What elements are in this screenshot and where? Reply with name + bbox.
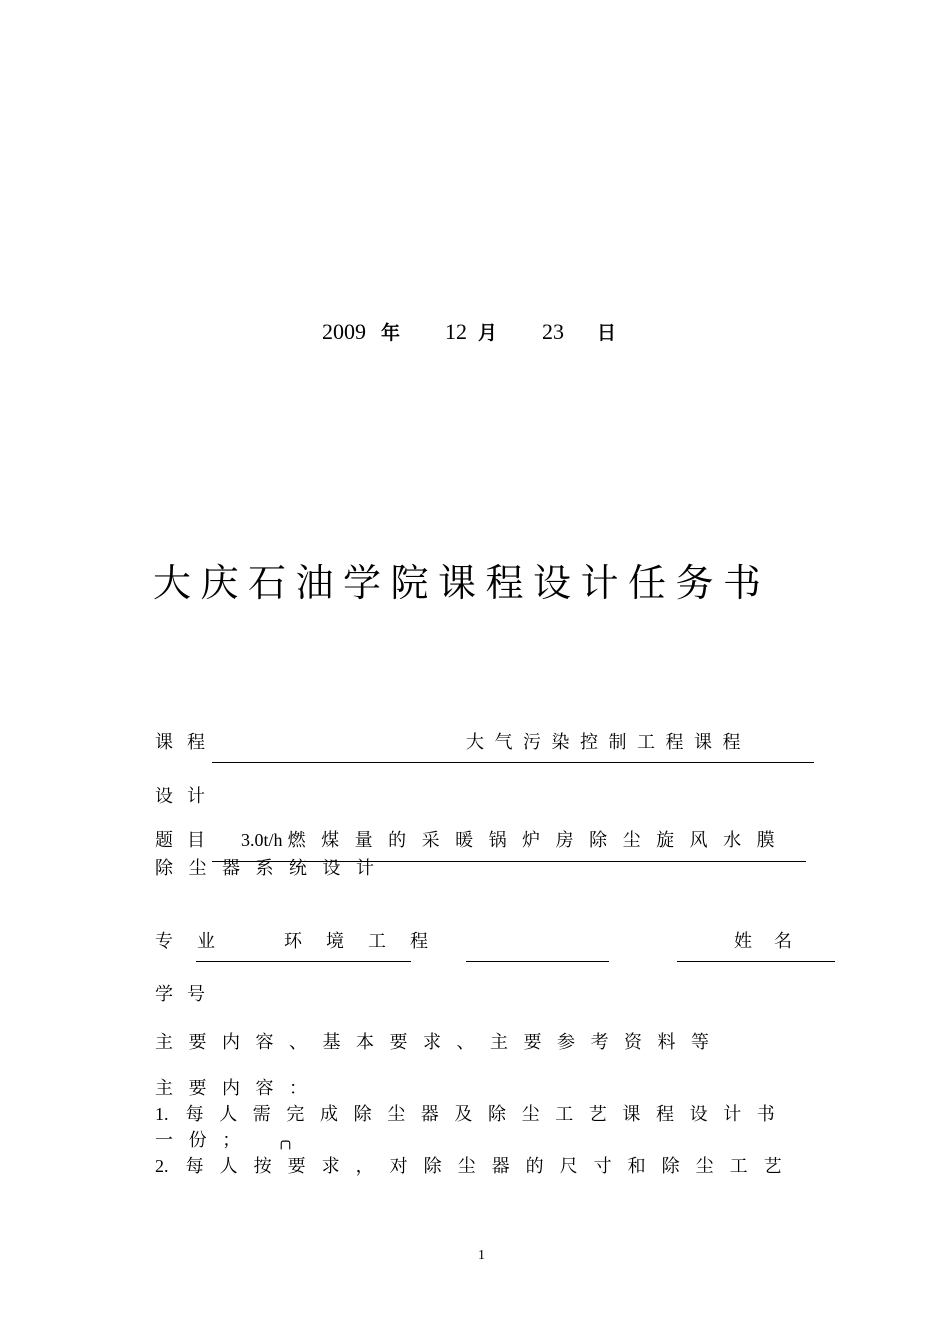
blank-underline [466, 961, 609, 962]
student-id-label: 学号 [155, 984, 219, 1005]
course-value: 大气污染控制工程课程 [466, 732, 751, 753]
date-day-unit: 日 [597, 322, 617, 344]
course-value-cont: 设计 [155, 786, 219, 807]
date-line [322, 318, 616, 345]
corner-mark-icon: ╭╮ [277, 1134, 294, 1150]
major-value: 环境工程 [284, 931, 452, 952]
page-number: 1 [478, 1248, 485, 1263]
content-heading: 主要内容、基本要求、主要参考资料等 [155, 1032, 725, 1053]
major-underline [196, 961, 411, 962]
name-label: 姓名 [734, 931, 814, 952]
major-label: 专业 [155, 931, 239, 952]
item-1-text: 每人需完成除尘器及除尘工艺课程设计书 [185, 1104, 791, 1125]
item-2-text: 每人按要求，对除尘器的尺寸和除尘工艺 [185, 1156, 798, 1177]
topic-prefix: 3.0t/h [241, 830, 283, 850]
topic-label: 题目 [155, 830, 219, 851]
topic-line-1 [241, 826, 790, 852]
content-subheading: 主要内容： [155, 1078, 323, 1099]
topic-text-1: 燃煤量的采暖锅炉房除尘旋风水膜 [287, 830, 791, 851]
item-2-number: 2. [155, 1156, 169, 1176]
date-year-unit: 年 [381, 322, 401, 344]
topic-underline [212, 861, 806, 862]
date-month: 12 [445, 319, 468, 344]
item-1-number: 1. [155, 1104, 169, 1124]
item-1-cont [155, 1126, 294, 1152]
date-month-unit: 月 [478, 322, 498, 344]
name-underline [677, 961, 835, 962]
topic-line-2: 除尘器系统设计 [155, 858, 390, 879]
date-day: 23 [542, 319, 565, 344]
item-1-cont-text: 一份； [155, 1130, 256, 1151]
item-1 [155, 1100, 790, 1126]
document-title: 大庆石油学院课程设计任务书 [153, 561, 771, 605]
course-label: 课程 [155, 732, 219, 753]
course-underline [212, 762, 814, 763]
date-year: 2009 [322, 319, 366, 344]
item-2 [155, 1152, 798, 1178]
